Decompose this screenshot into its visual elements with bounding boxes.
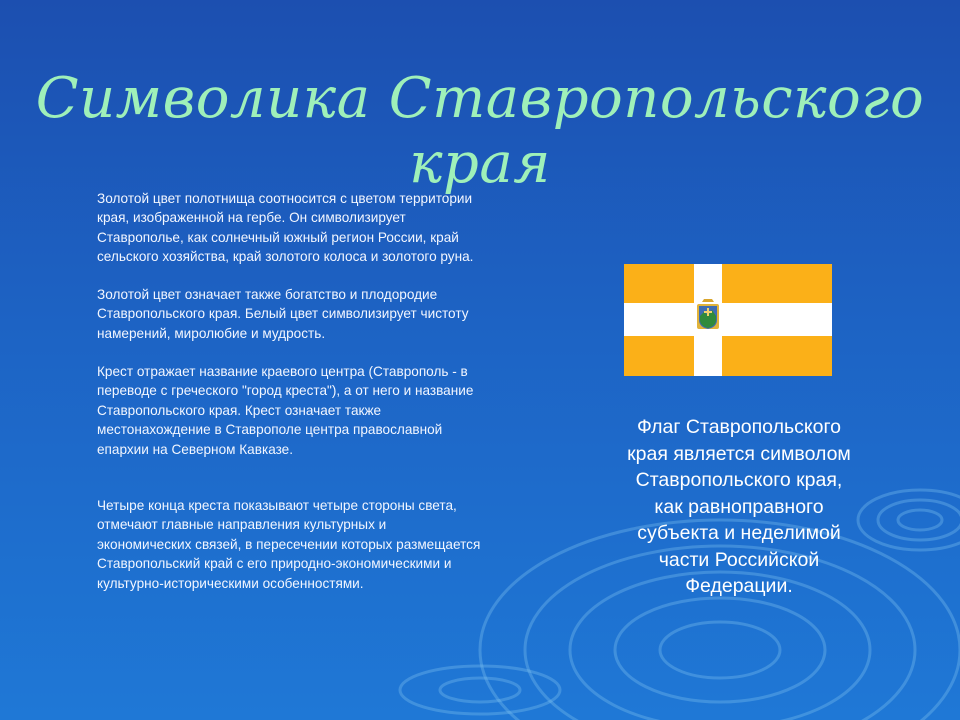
slide-title: Символика Ставропольского края bbox=[35, 66, 925, 196]
stavropol-flag bbox=[624, 264, 832, 376]
paragraph-cross-ends: Четыре конца креста показывают четыре стороны света, отмечают главные направления культурных и экономических связей, в пересечении которых размещается Ставропольский край с его природно-экономическими и культурно-историческими особенностями. bbox=[97, 498, 481, 591]
flag-caption: Флаг Ставропольского края является символом Ставропольского края, как равноправного субъекта и неделимой части Российской Федерации. bbox=[627, 416, 851, 597]
paragraph-gold-white-meaning: Золотой цвет означает также богатство и плодородие Ставропольского края. Белый цвет символизирует чистоту намерений, миролюбие и мудрость. bbox=[97, 287, 469, 341]
paragraph-gold-color-territory: Золотой цвет полотнища соотносится с цветом территории края, изображенной на гербе. Он символизирует Ставрополье, как солнечный южный регион России, край сельского хозяйства, край золотого колоса и золотого руна. bbox=[97, 191, 474, 265]
paragraph-cross-meaning: Крест отражает название краевого центра (Ставрополь - в переводе с греческого "город креста"), а от него и название Ставропольского края. Крест означает также местонахождение в Ставрополе центра православной епархии на Северном Кавказе. bbox=[97, 364, 474, 457]
flag-cross-horizontal bbox=[624, 303, 832, 336]
